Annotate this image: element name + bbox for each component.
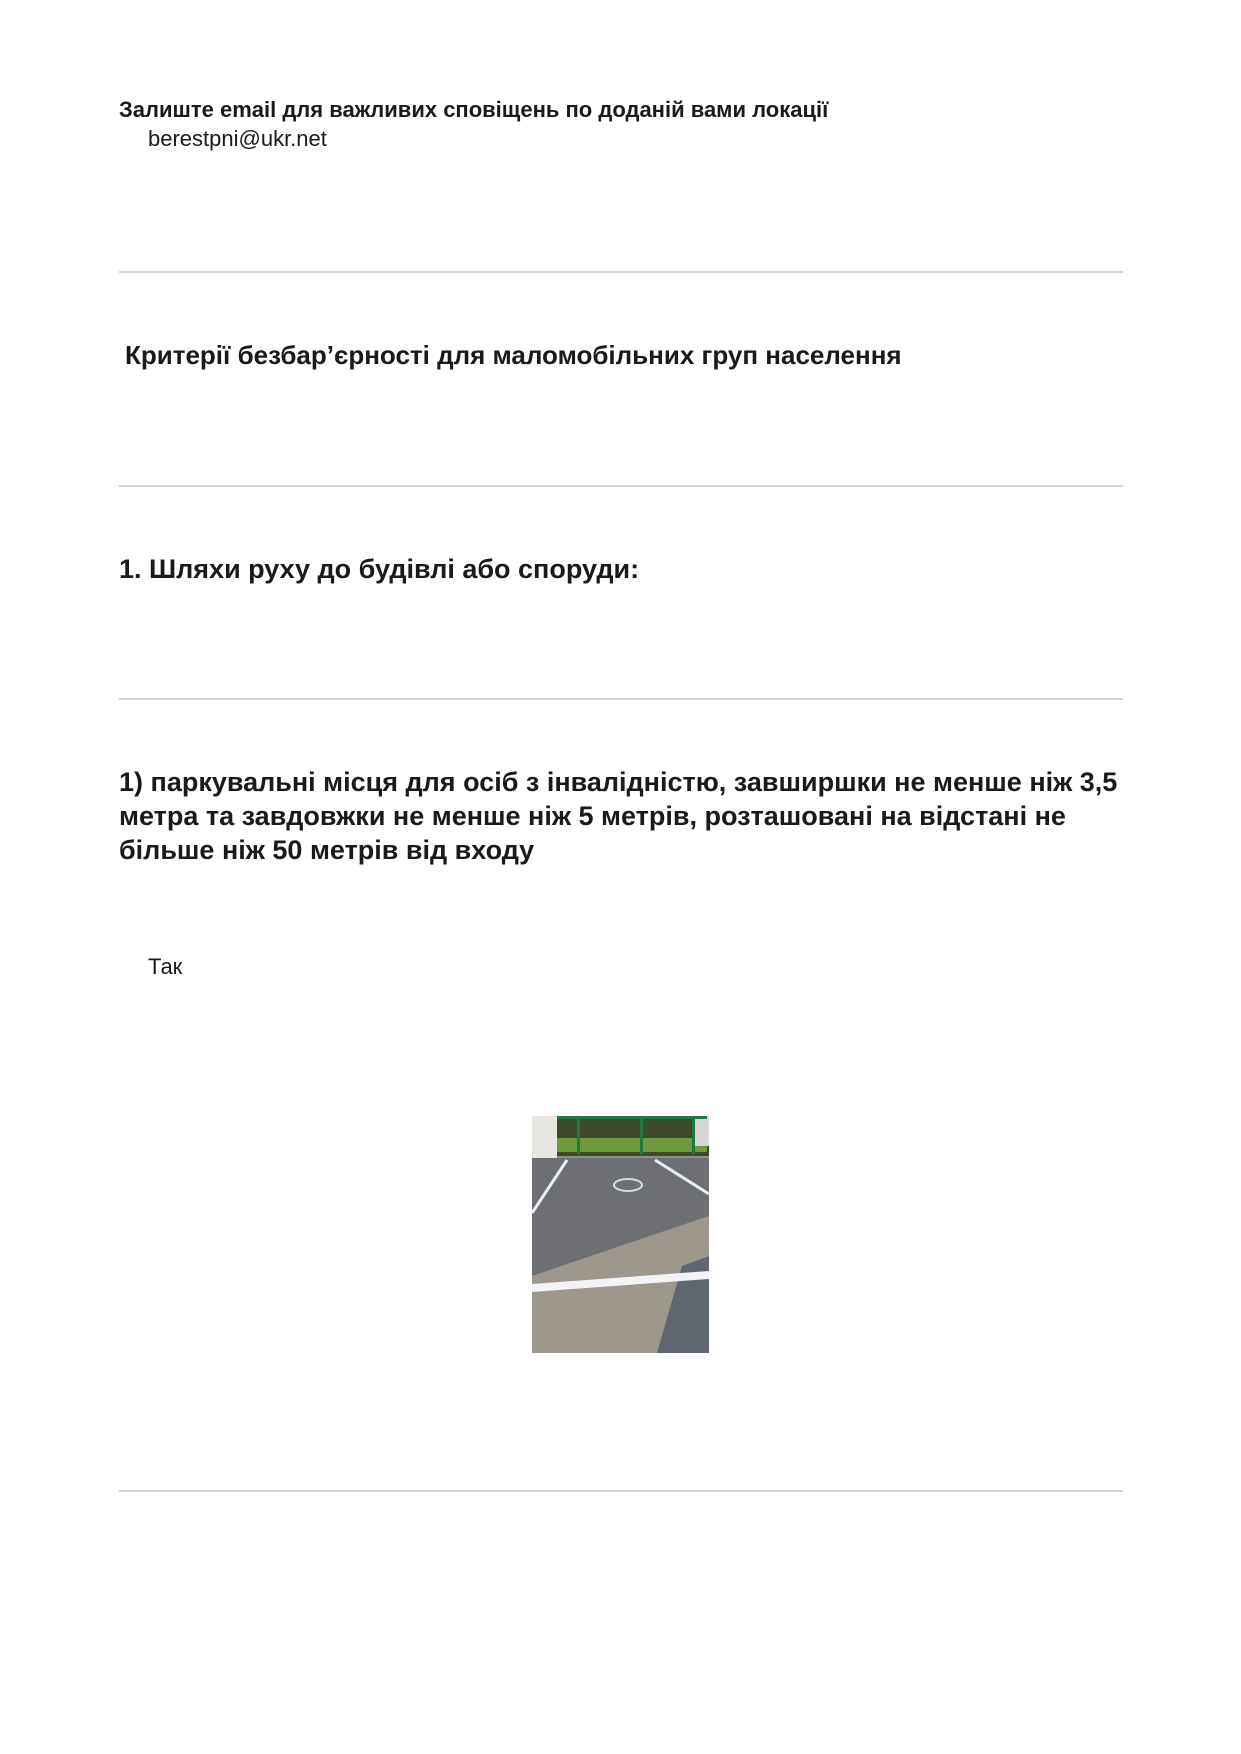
divider (119, 271, 1123, 273)
criteria-title: Критерії безбар’єрності для маломобільних груп населення (125, 340, 902, 370)
question-text: 1) паркувальні місця для осіб з інвалідністю, завширшки не менше ніж 3,5 метра та завдовжки не менше ніж 5 метрів, розташовані на відстані не більше ніж 50 метрів від входу (119, 767, 1118, 865)
section-title: 1. Шляхи руху до будівлі або споруди: (119, 554, 640, 584)
divider (119, 1490, 1123, 1492)
answer-value: Так (148, 954, 183, 979)
email-label: Залиште email для важливих сповіщень по доданій вами локації (119, 97, 829, 122)
parking-photo (532, 1116, 709, 1353)
divider (119, 485, 1123, 487)
email-value: berestpni@ukr.net (148, 126, 327, 151)
divider (119, 698, 1123, 700)
